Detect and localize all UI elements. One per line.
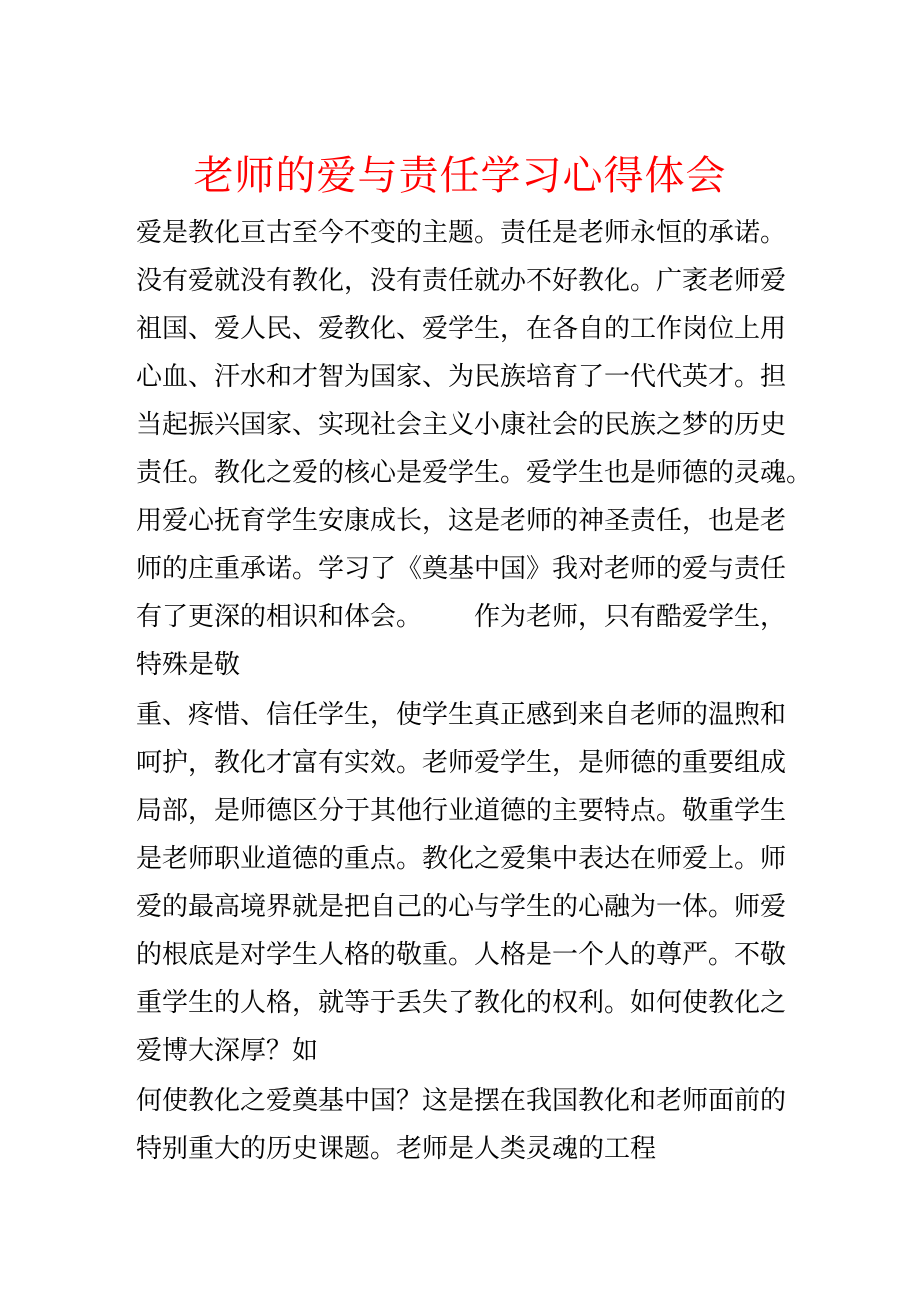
text-line: 的根底是对学生人格的敬重。人格是一个人的尊严。不敬 [136,940,787,970]
text-line: 爱的最高境界就是把自己的心与学生的心融为一体。师爱 [136,892,787,922]
text-line: 爱是教化亘古至今不变的主题。责任是老师永恒的承诺。 [136,218,787,248]
text-line: 特别重大的历史课题。老师是人类灵魂的工程 [136,1134,657,1164]
text-line [136,594,786,640]
text-line: 是老师职业道德的重点。教化之爱集中表达在师爱上。师 [136,844,787,874]
text-line: 爱博大深厚？如 [136,1036,319,1066]
text-line: 重、疼惜、信任学生，使学生真正感到来自老师的温煦和 [136,700,787,730]
text-segment: 作为老师，只有酷爱学生， [474,602,787,632]
text-line: 何使教化之爱奠基中国？这是摆在我国教化和老师面前的 [136,1086,787,1116]
text-line: 当起振兴国家、实现社会主义小康社会的民族之梦的历史 [136,410,787,440]
text-line: 局部，是师德区分于其他行业道德的主要特点。敬重学生 [136,796,787,826]
text-line: 责任。教化之爱的核心是爱学生。爱学生也是师德的灵魂。 [136,458,813,488]
text-line: 祖国、爱人民、爱教化、爱学生，在各自的工作岗位上用 [136,314,787,344]
text-line: 呵护，教化才富有实效。老师爱学生，是师德的重要组成 [136,748,787,778]
text-line: 特殊是敬 [136,650,241,680]
text-line: 重学生的人格，就等于丢失了教化的权利。如何使教化之 [136,988,787,1018]
document-title: 老师的爱与责任学习心得体会 [193,153,727,199]
text-line: 心血、汗水和才智为国家、为民族培育了一代代英才。担 [136,362,787,392]
text-line: 师的庄重承诺。学习了《奠基中国》我对老师的爱与责任 [136,554,787,584]
text-segment: 有了更深的相识和体会。 [136,602,423,632]
text-line: 没有爱就没有教化，没有责任就办不好教化。广袤老师爱 [136,266,787,296]
text-line: 用爱心抚育学生安康成长，这是老师的神圣责任，也是老 [136,506,787,536]
